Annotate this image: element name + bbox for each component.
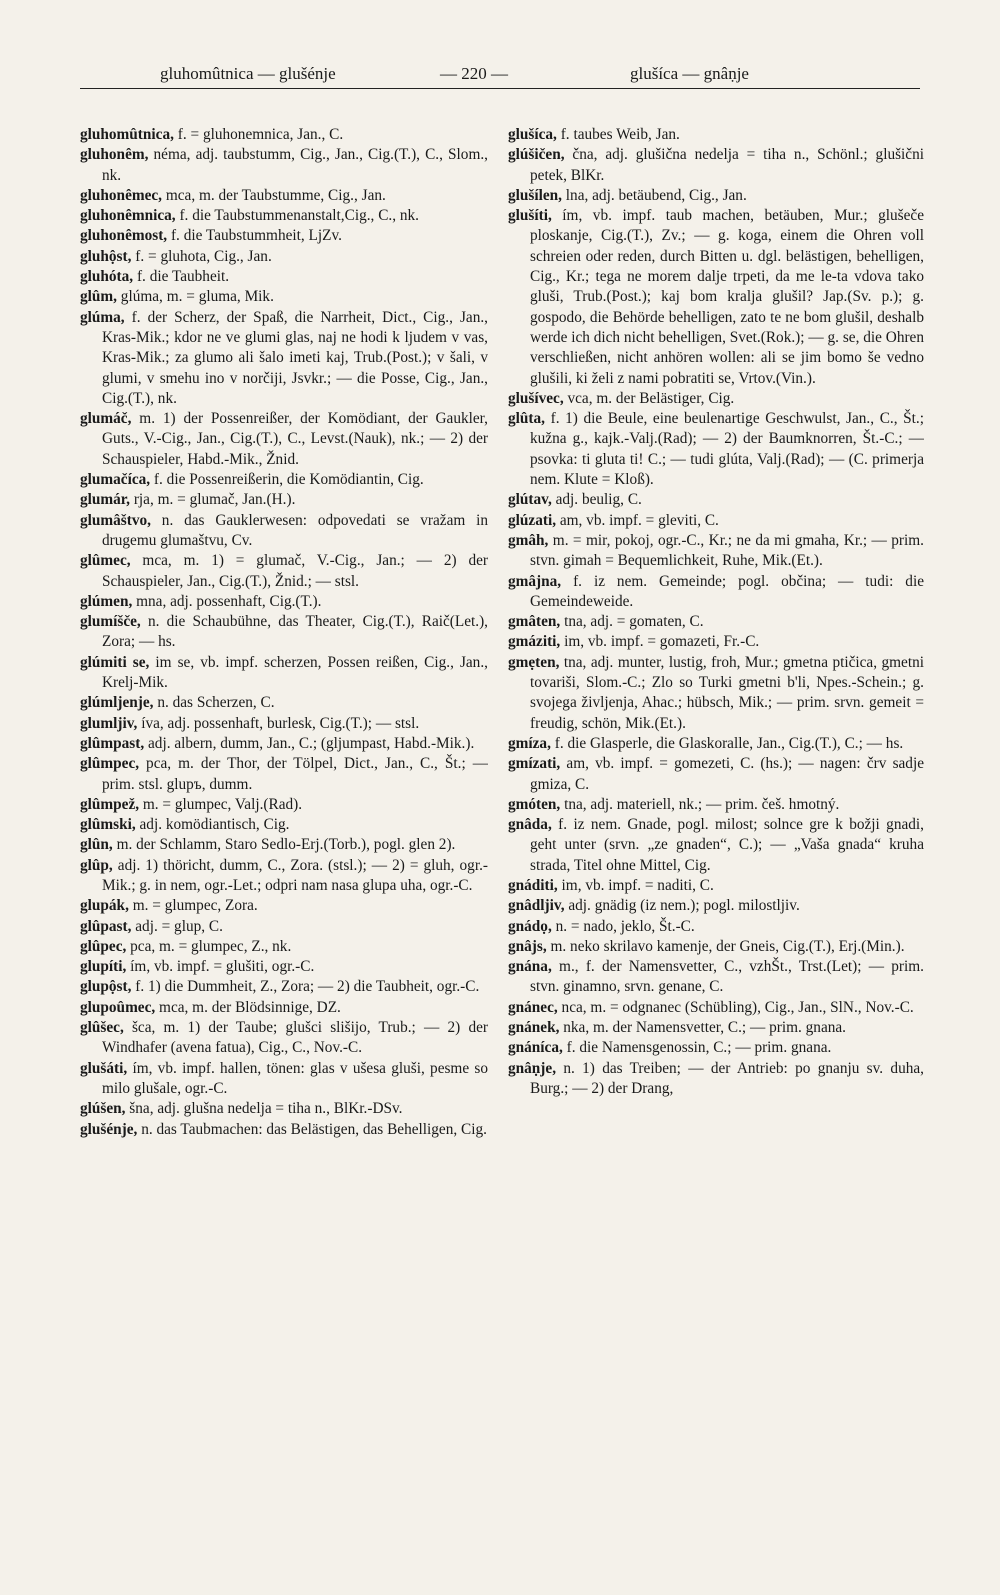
entry-headword: glušáti, xyxy=(80,1059,128,1077)
dictionary-entry xyxy=(508,1018,924,1038)
entry-headword: glúzati, xyxy=(508,511,557,529)
entry-definition: néma, adj. taubstumm, Cig., Jan., Cig.(T.), C., Slom., nk. xyxy=(102,146,488,184)
dictionary-entry xyxy=(80,795,488,815)
entry-headword: gmâjna, xyxy=(508,572,562,590)
dictionary-entry xyxy=(508,206,924,389)
entry-headword: gluhonêmec, xyxy=(80,186,163,204)
entry-headword: glumljiv, xyxy=(80,714,138,732)
entry-definition: m., f. der Namensvetter, C., vzhŠt., Trst.(Let); — prim. stvn. ginamno, srvn. genane, C. xyxy=(530,958,924,996)
entry-definition: am, vb. impf. = gomezeti, C. (hs.); — nagen: črv sadje gmiza, C. xyxy=(530,755,924,793)
entry-definition: m. = mir, pokoj, ogr.-C., Kr.; ne da mi gmaha, Kr.; — prim. stvn. gimah = Bequemlichkeit, Ruhe, Mik.(Et.). xyxy=(530,531,924,570)
dictionary-entry xyxy=(80,1018,488,1059)
entry-headword: glušíti, xyxy=(508,207,552,225)
left-column xyxy=(80,125,488,1585)
header-left-guideword: gluhomûtnica — glušénje xyxy=(160,64,336,83)
dictionary-entry xyxy=(508,186,924,206)
entry-headword: gnâda, xyxy=(508,816,552,834)
entry-headword: glûta, xyxy=(508,410,545,428)
dictionary-entry xyxy=(80,470,488,490)
dictionary-entry xyxy=(508,490,924,510)
header-rule xyxy=(80,88,920,89)
entry-definition: mca, m. der Taubstumme, Cig., Jan. xyxy=(162,186,386,204)
dictionary-entry xyxy=(508,795,924,815)
entry-definition: f. taubes Weib, Jan. xyxy=(556,126,680,143)
entry-headword: glupíti, xyxy=(80,958,127,976)
entry-headword: glupộst, xyxy=(80,978,132,996)
entry-headword: glúma, xyxy=(80,308,125,326)
dictionary-entry xyxy=(508,917,924,937)
dictionary-entry xyxy=(80,653,488,694)
entry-definition: vca, m. der Belästiger, Cig. xyxy=(563,389,735,407)
entry-definition: ím, vb. impf. taub machen, betäuben, Mur.; glušeče ploskanje, Cig.(T.), Zv.; — g. koga, einem die Ohren voll schreien oder reden, durch Bitten u. dgl. belästigen, behelligen, Cig., Kr.; tega ne morem dalje trpeti, da me le-ta vdova tako gluši, Trub.(Post.); kaj bom kralja glušil? Jap.(Sv. p.); g. gospodo, die Behörde behelligen, zato te ne bom glušil, deshalb werde ich dich nicht behelligen, Svet.(Rok.); — g. se, die Ohren verschließen, nicht anhören wollen: ali se jim bomo še vedno glušili, ki želi z nami pobratiti se, Vrtov.(Vin.). xyxy=(530,207,924,387)
running-header xyxy=(150,62,910,90)
entry-headword: gnáníca, xyxy=(508,1039,563,1057)
entry-definition: n. 1) das Treiben; — der Antrieb: po gnanju sv. duha, Burg.; — 2) der Drang, xyxy=(530,1059,924,1097)
entry-definition: tna, adj. materiell, nk.; — prim. češ. hmotný. xyxy=(560,795,840,813)
entry-definition: tna, adj. = gomaten, C. xyxy=(560,613,704,631)
dictionary-entry xyxy=(80,998,488,1018)
entry-definition: f. = gluhonemnica, Jan., C. xyxy=(173,126,344,143)
entry-headword: glûpast, xyxy=(80,917,132,935)
dictionary-entry xyxy=(508,1038,924,1058)
entry-definition: m. 1) der Possenreißer, der Komödiant, der Gaukler, Guts., V.-Cig., Jan., Cig.(T.), C., Levst.(Nauk), nk.; — 2) der Schauspieler, Habd.-Mik., Žnid. xyxy=(102,410,488,468)
entry-definition: lna, adj. betäubend, Cig., Jan. xyxy=(561,186,747,204)
dictionary-entry xyxy=(80,490,488,510)
entry-definition: f. die Possenreißerin, die Komödiantin, Cig. xyxy=(150,471,424,489)
dictionary-entry xyxy=(80,917,488,937)
entry-definition: m. = glumpec, Zora. xyxy=(128,897,258,915)
entry-headword: glûmpec, xyxy=(80,755,140,773)
dictionary-entry xyxy=(80,835,488,855)
entry-definition: nca, m. = odgnanec (Schübling), Cig., Jan., SlN., Nov.-C. xyxy=(557,998,914,1016)
dictionary-entry xyxy=(80,1099,488,1119)
entry-headword: glútav, xyxy=(508,491,552,509)
dictionary-entry xyxy=(508,1059,924,1100)
entry-headword: glúšičen, xyxy=(508,146,565,164)
entry-headword: gluhóta, xyxy=(80,268,134,286)
dictionary-entry xyxy=(80,592,488,612)
dictionary-entry xyxy=(80,1120,488,1140)
entry-headword: gmâten, xyxy=(508,613,561,631)
dictionary-entry xyxy=(80,714,488,734)
entry-definition: f. die Taubheit. xyxy=(133,268,230,286)
dictionary-entry xyxy=(80,125,488,145)
dictionary-entry xyxy=(508,612,924,632)
entry-definition: n. das Scherzen, C. xyxy=(153,694,275,712)
entry-headword: glušílen, xyxy=(508,186,562,204)
entry-definition: f. = gluhota, Cig., Jan. xyxy=(131,247,272,265)
entry-definition: f. iz nem. Gemeinde; pogl. občina; — tudi: die Gemeindeweide. xyxy=(530,572,924,610)
entry-headword: glûmpast, xyxy=(80,734,145,752)
dictionary-entry xyxy=(508,632,924,652)
entry-headword: glumáč, xyxy=(80,410,132,428)
entry-headword: glúmen, xyxy=(80,592,133,610)
dictionary-entry xyxy=(80,612,488,653)
dictionary-entry xyxy=(508,653,924,734)
header-right-guideword: glušíca — gnâṇje xyxy=(630,64,749,83)
entry-definition: am, vb. impf. = gleviti, C. xyxy=(556,511,719,529)
dictionary-entry xyxy=(80,308,488,409)
entry-headword: glumâštvo, xyxy=(80,511,151,529)
entry-definition: m. der Schlamm, Staro Sedlo-Erj.(Torb.), pogl. glen 2). xyxy=(112,836,456,854)
dictionary-entry xyxy=(508,754,924,795)
entry-headword: glûp, xyxy=(80,856,113,874)
dictionary-entry xyxy=(508,389,924,409)
entry-definition: adj. gnädig (iz nem.); pogl. milostljiv. xyxy=(564,897,800,915)
entry-definition: n. das Taubmachen: das Belästigen, das Behelligen, Cig. xyxy=(137,1120,487,1138)
entry-definition: glúma, m. = gluma, Mik. xyxy=(116,288,274,306)
entry-definition: adj. komödiantisch, Cig. xyxy=(135,816,290,834)
entry-definition: im, vb. impf. = naditi, C. xyxy=(557,876,714,894)
entry-headword: glušívec, xyxy=(508,389,564,407)
entry-headword: glumíšče, xyxy=(80,613,141,631)
dictionary-entry xyxy=(508,145,924,186)
entry-definition: n. die Schaubühne, das Theater, Cig.(T.), Raič(Let.), Zora; — hs. xyxy=(102,613,488,651)
entry-definition: ím, vb. impf. hallen, tönen: glas v ušesa gluši, pesme so milo glušale, ogr.-C. xyxy=(102,1059,488,1097)
dictionary-entry xyxy=(508,572,924,613)
entry-headword: gluhonêmost, xyxy=(80,227,168,245)
entry-definition: pca, m. = glumpec, Z., nk. xyxy=(126,937,292,955)
dictionary-entry xyxy=(508,937,924,957)
entry-headword: gnâdljiv, xyxy=(508,897,565,915)
entry-headword: glûmec, xyxy=(80,552,131,570)
dictionary-entry xyxy=(80,957,488,977)
entry-headword: glûn, xyxy=(80,836,113,854)
entry-definition: f. 1) die Dummheit, Z., Zora; — 2) die Taubheit, ogr.-C. xyxy=(131,978,480,996)
entry-headword: glúmiti se, xyxy=(80,653,150,671)
dictionary-entry xyxy=(508,815,924,876)
dictionary-entry xyxy=(80,815,488,835)
entry-headword: gmẹten, xyxy=(508,653,560,671)
dictionary-entry xyxy=(80,145,488,186)
entry-headword: glûm, xyxy=(80,288,117,306)
dictionary-entry xyxy=(80,1059,488,1100)
entry-definition: mca, m. der Blödsinnige, DZ. xyxy=(155,998,341,1016)
entry-headword: gluhonêmnica, xyxy=(80,207,176,225)
dictionary-entry xyxy=(508,531,924,572)
entry-definition: im se, vb. impf. scherzen, Possen reißen, Cig., Jan., Krelj-Mik. xyxy=(102,653,488,692)
entry-headword: glúšen, xyxy=(80,1100,126,1118)
dictionary-entry xyxy=(80,937,488,957)
entry-headword: gnána, xyxy=(508,958,552,976)
entry-headword: glûmpež, xyxy=(80,795,140,813)
entry-definition: šna, adj. glušna nedelja = tiha n., BlKr.-DSv. xyxy=(125,1100,403,1118)
entry-definition: mna, adj. possenhaft, Cig.(T.). xyxy=(132,592,322,610)
dictionary-entry xyxy=(80,896,488,916)
dictionary-entry xyxy=(80,693,488,713)
entry-headword: gnáditi, xyxy=(508,876,558,894)
dictionary-entry xyxy=(508,957,924,998)
dictionary-entry xyxy=(80,206,488,226)
entry-definition: f. der Scherz, der Spaß, die Narrheit, Dict., Cig., Jan., Kras-Mik.; kdor ne ve glumi glas, naj ne hodi k ljudem v vas, Kras-Mik.; za glumo ali šalo imeti kaj, Trub.(Post.); v šali, v glumi, v smehu ino v norčiji, Jsvkr.; — die Posse, Cig., Jan., Cig.(T.), nk. xyxy=(102,308,488,407)
entry-headword: gluhonêm, xyxy=(80,146,149,164)
entry-definition: adj. 1) thöricht, dumm, C., Zora. (stsl.); — 2) = gluh, ogr.-Mik.; g. in nem, ogr.-Let.; odpri nam nasa glupa uha, ogr.-C. xyxy=(102,856,488,894)
entry-definition: f. iz nem. Gnade, pogl. milost; solnce gre k božji gnadi, geht unter (srvn. „ze gnaden“, C.); — „Vaša gnada“ kruha strada, Titel ohne Mittel, Cig. xyxy=(530,816,924,874)
entry-definition: n. das Gauklerwesen: odpovedati se vražam in drugemu glumaštvu, Cv. xyxy=(102,511,488,549)
entry-definition: tna, adj. munter, lustig, froh, Mur.; gmetna ptičica, gmetni tovariši, Slom.-C.; Zlo so Turki gmetni b'li, Npes.-Schein.; g. svojega življenja, Ahac.; hübsch, Mik.; — prim. srvn. gemeit = freudig, schön, Mik.(Et.). xyxy=(530,653,924,732)
dictionary-entry xyxy=(80,511,488,552)
entry-definition: adj. beulig, C. xyxy=(551,491,642,509)
dictionary-entry xyxy=(80,551,488,592)
dictionary-entry xyxy=(508,409,924,490)
entry-headword: gluhomûtnica, xyxy=(80,126,174,143)
entry-headword: glûšec, xyxy=(80,1019,124,1037)
entry-headword: gmâh, xyxy=(508,531,549,549)
entry-headword: glušíca, xyxy=(508,126,557,143)
dictionary-entry xyxy=(80,247,488,267)
entry-definition: m. neko skrilavo kamenje, der Gneis, Cig.(T.), Erj.(Min.). xyxy=(546,937,905,955)
entry-definition: im, vb. impf. = gomazeti, Fr.-C. xyxy=(560,633,760,651)
entry-headword: glupoûmec, xyxy=(80,998,156,1016)
dictionary-entry xyxy=(508,998,924,1018)
entry-definition: mca, m. 1) = glumač, V.-Cig., Jan.; — 2) der Schauspieler, Jan., Cig.(T.), Žnid.; — stsl. xyxy=(102,552,488,590)
entry-definition: nka, m. der Namensvetter, C.; — prim. gnana. xyxy=(559,1019,846,1037)
entry-headword: glúmljenje, xyxy=(80,694,154,712)
entry-definition: adj. = glup, C. xyxy=(131,917,223,935)
entry-definition: f. die Glasperle, die Glaskoralle, Jan., Cig.(T.), C.; — hs. xyxy=(550,734,904,752)
entry-headword: glušénje, xyxy=(80,1120,138,1138)
entry-headword: gluhộst, xyxy=(80,247,132,265)
dictionary-entry xyxy=(508,876,924,896)
entry-headword: gmáziti, xyxy=(508,633,561,651)
dictionary-entry xyxy=(508,511,924,531)
dictionary-entry xyxy=(508,896,924,916)
dictionary-entry xyxy=(80,287,488,307)
entry-definition: adj. albern, dumm, Jan., C.; (gljumpast, Habd.-Mik.). xyxy=(144,734,475,752)
dictionary-entry xyxy=(80,977,488,997)
entry-headword: glumačíca, xyxy=(80,471,151,489)
entry-definition: ím, vb. impf. = glušiti, ogr.-C. xyxy=(126,958,315,976)
entry-headword: gmóten, xyxy=(508,795,561,813)
entry-definition: m. = glumpec, Valj.(Rad). xyxy=(139,795,303,813)
dictionary-entry xyxy=(80,186,488,206)
entry-headword: gnánek, xyxy=(508,1019,560,1037)
entry-headword: gnádọ, xyxy=(508,917,552,935)
dictionary-entry xyxy=(508,734,924,754)
dictionary-entry xyxy=(80,754,488,795)
entry-definition: f. die Taubstummheit, LjZv. xyxy=(167,227,342,245)
right-column xyxy=(508,125,924,1585)
entry-definition: čna, adj. glušična nedelja = tiha n., Schönl.; glušični petek, BlKr. xyxy=(530,146,924,184)
entry-headword: gnâjs, xyxy=(508,937,547,955)
entry-headword: gnâṇje, xyxy=(508,1059,557,1077)
entry-definition: f. die Namensgenossin, C.; — prim. gnana. xyxy=(562,1039,832,1057)
entry-headword: glupák, xyxy=(80,897,129,915)
dictionary-entry xyxy=(508,125,924,145)
entry-headword: glumár, xyxy=(80,491,131,509)
entry-definition: íva, adj. possenhaft, burlesk, Cig.(T.); — stsl. xyxy=(137,714,420,732)
dictionary-entry xyxy=(80,409,488,470)
entry-definition: pca, m. der Thor, der Tölpel, Dict., Jan., C., Št.; — prim. stsl. glupъ, dumm. xyxy=(102,755,488,793)
dictionary-entry xyxy=(80,856,488,897)
dictionary-entry xyxy=(80,226,488,246)
entry-headword: gnánec, xyxy=(508,998,558,1016)
entry-definition: f. die Taubstummenanstalt,Cig., C., nk. xyxy=(175,207,420,225)
entry-headword: gmízati, xyxy=(508,755,561,773)
dictionary-entry xyxy=(80,734,488,754)
page-number: — 220 — xyxy=(440,64,508,83)
entry-headword: glûmski, xyxy=(80,816,136,834)
entry-definition: šca, m. 1) der Taube; glušci slišijo, Trub.; — 2) der Windhafer (avena fatua), Cig., C., Nov.-C. xyxy=(102,1019,488,1057)
entry-definition: n. = nado, jeklo, Št.-C. xyxy=(551,917,695,935)
entry-headword: glûpec, xyxy=(80,937,127,955)
entry-definition: f. 1) die Beule, eine beulenartige Geschwulst, Jan., C., Št.; kužna g., kajk.-Valj.(Rad); — 2) der Baumknorren, Št.-C.; — psovka: ti gluta ti! C.; — tudi glúta, Valj.(Rad); — (C. primerja nem. Klute = Kloß). xyxy=(530,410,924,489)
entry-definition: rja, m. = glumač, Jan.(H.). xyxy=(130,491,296,509)
dictionary-entry xyxy=(80,267,488,287)
entry-headword: gmíza, xyxy=(508,734,551,752)
